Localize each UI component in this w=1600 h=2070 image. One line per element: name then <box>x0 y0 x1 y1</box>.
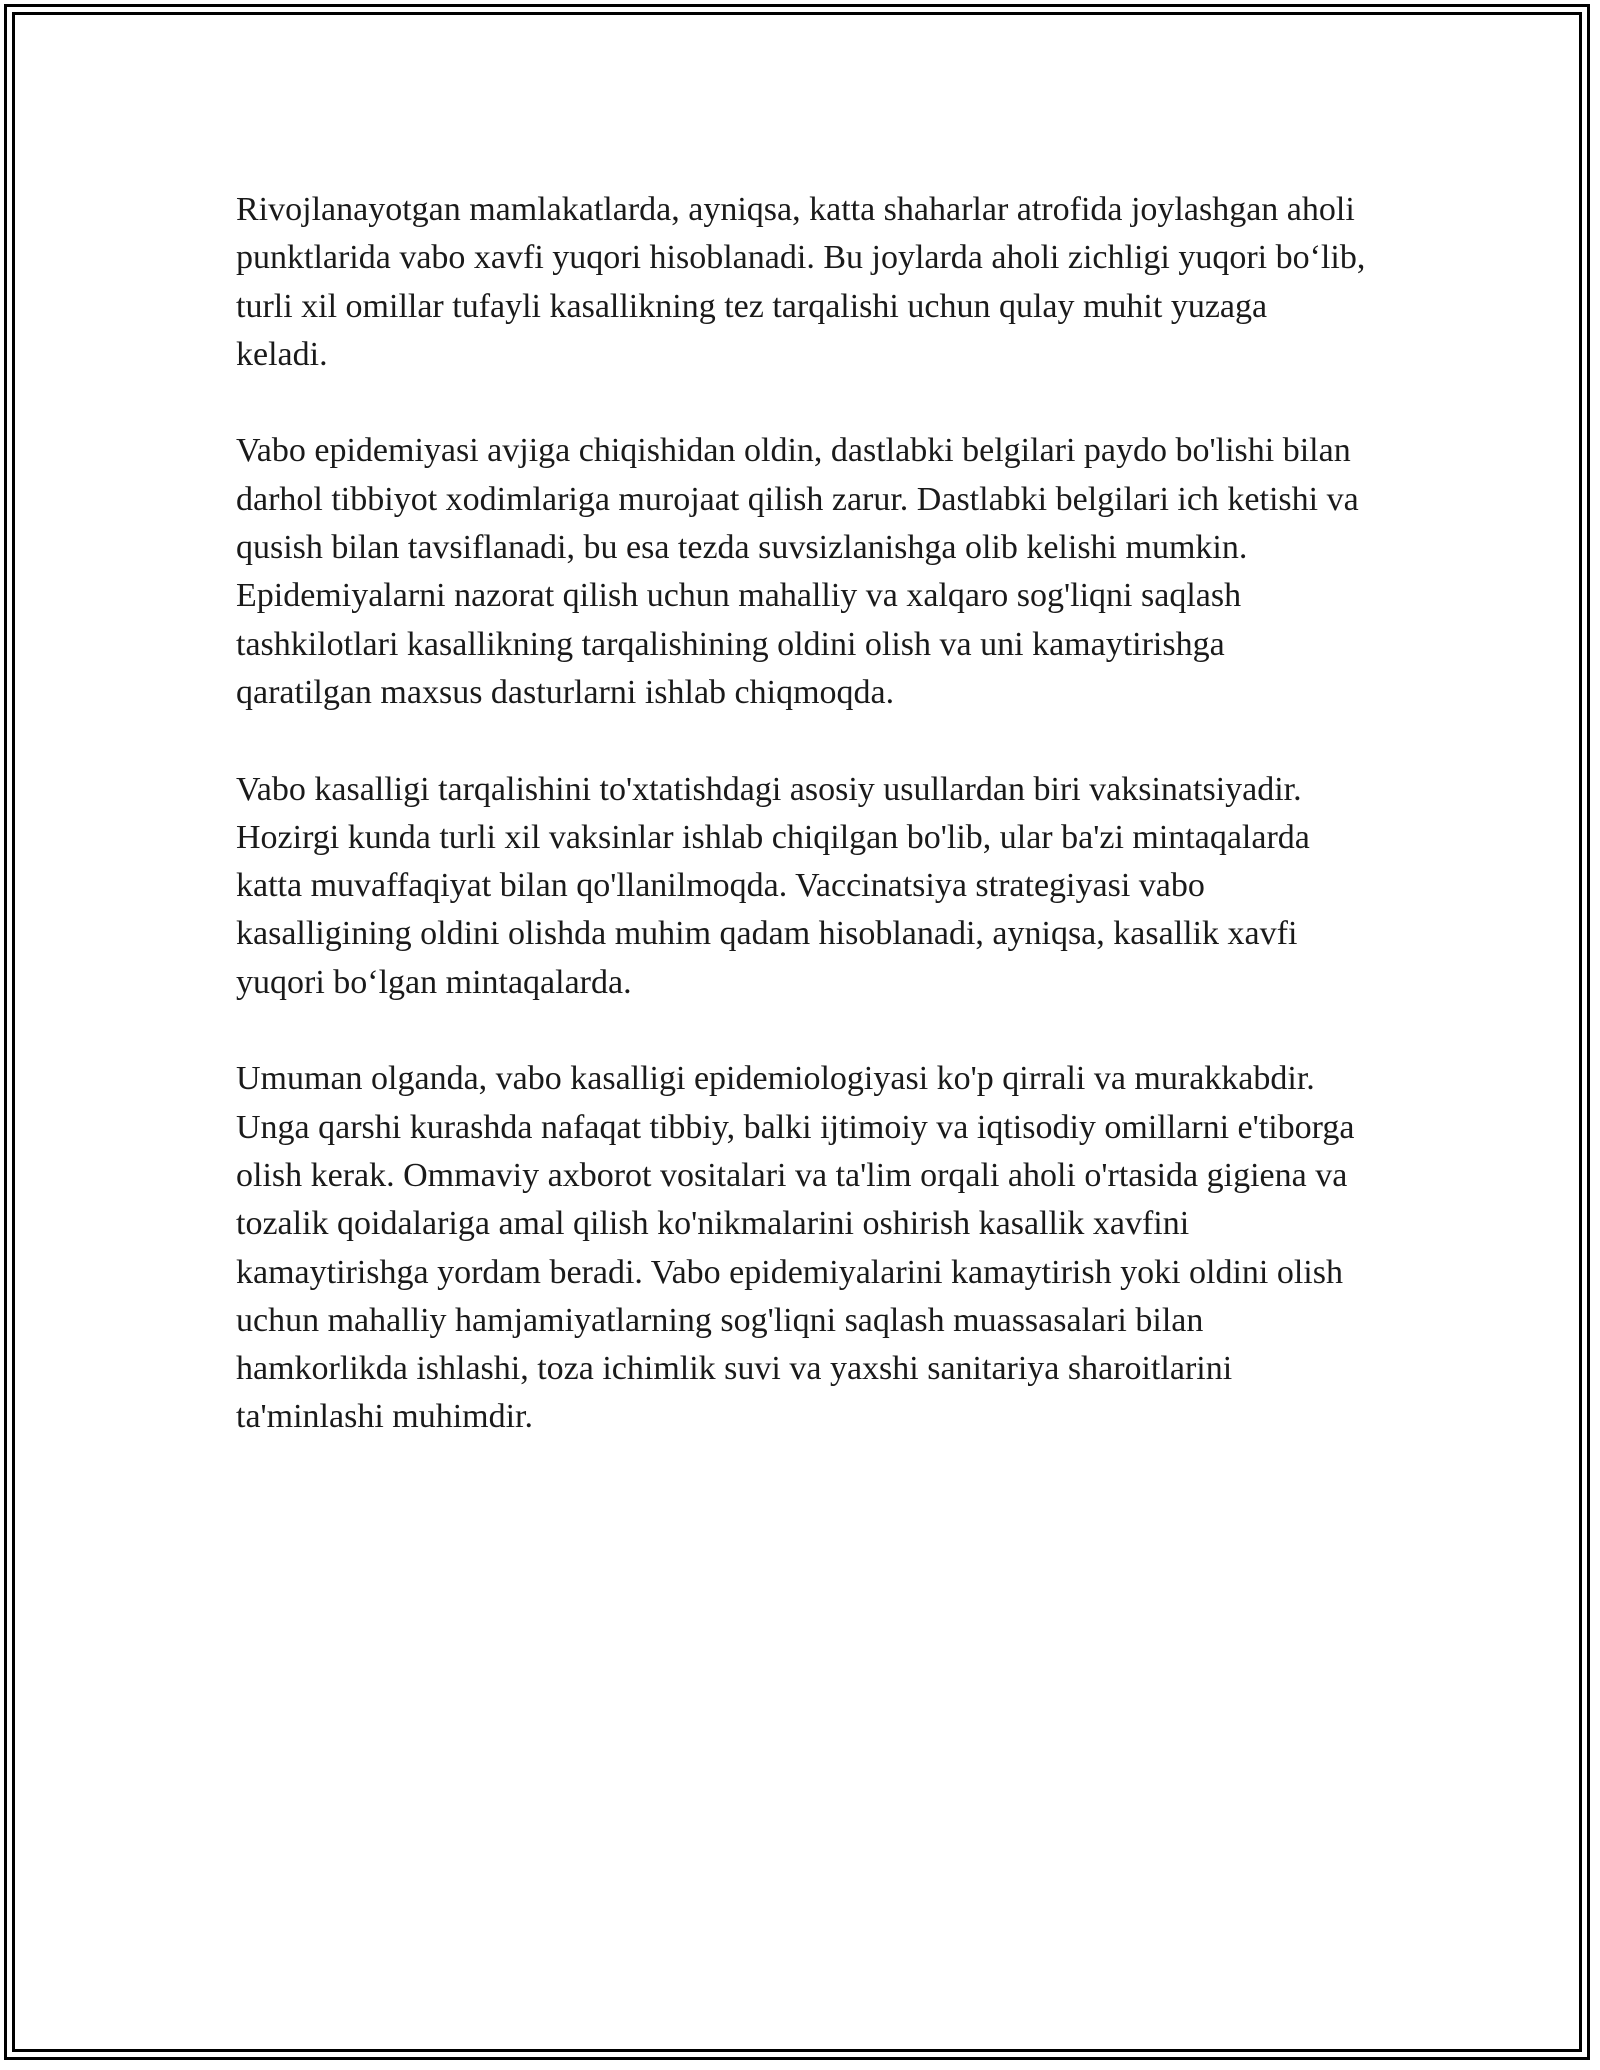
paragraph-1: Rivojlanayotgan mamlakatlarda, ayniqsa, katta shaharlar atrofida joylashgan aholi punktlarida vabo xavfi yuqori hisoblanadi. Bu joylarda aholi zichligi yuqori boʻlib, turli xil omillar tufayli kasallikning tez tarqalishi uchun qulay muhit yuzaga keladi. <box>236 191 1366 373</box>
document-body <box>236 186 1366 1490</box>
paragraph-4: Umuman olganda, vabo kasalligi epidemiologiyasi ko'p qirrali va murakkabdir. Unga qarshi kurashda nafaqat tibbiy, balki ijtimoiy va iqtisodiy omillarni e'tiborga olish kerak. Ommaviy axborot vositalari va ta'lim orqali aholi o'rtasida gigiena va tozalik qoidalariga amal qilish ko'nikmalarini oshirish kasallik xavfini kamaytirishga yordam beradi. Vabo epidemiyalarini kamaytirish yoki oldini olish uchun mahalliy hamjamiyatlarning sog'liqni saqlash muassasalari bilan hamkorlikda ishlashi, toza ichimlik suvi va yaxshi sanitariya sharoitlarini ta'minlashi muhimdir. <box>236 1060 1355 1436</box>
paragraph-3: Vabo kasalligi tarqalishini to'xtatishdagi asosiy usullardan biri vaksinatsiyadir. Hozirgi kunda turli xil vaksinlar ishlab chiqilgan bo'lib, ular ba'zi mintaqalarda katta muvaffaqiyat bilan qo'llanilmoqda. Vaccinatsiya strategiyasi vabo kasalligining oldini olishda muhim qadam hisoblanadi, ayniqsa, kasallik xavfi yuqori boʻlgan mintaqalarda. <box>236 770 1310 1001</box>
paragraph-2: Vabo epidemiyasi avjiga chiqishidan oldin, dastlabki belgilari paydo bo'lishi bilan darhol tibbiyot xodimlariga murojaat qilish zarur. Dastlabki belgilari ich ketishi va qusish bilan tavsiflanadi, bu esa tezda suvsizlanishga olib kelishi mumkin. Epidemiyalarni nazorat qilish uchun mahalliy va xalqaro sog'liqni saqlash tashkilotlari kasallikning tarqalishining oldini olish va uni kamaytirishga qaratilgan maxsus dasturlarni ishlab chiqmoqda. <box>236 432 1359 711</box>
